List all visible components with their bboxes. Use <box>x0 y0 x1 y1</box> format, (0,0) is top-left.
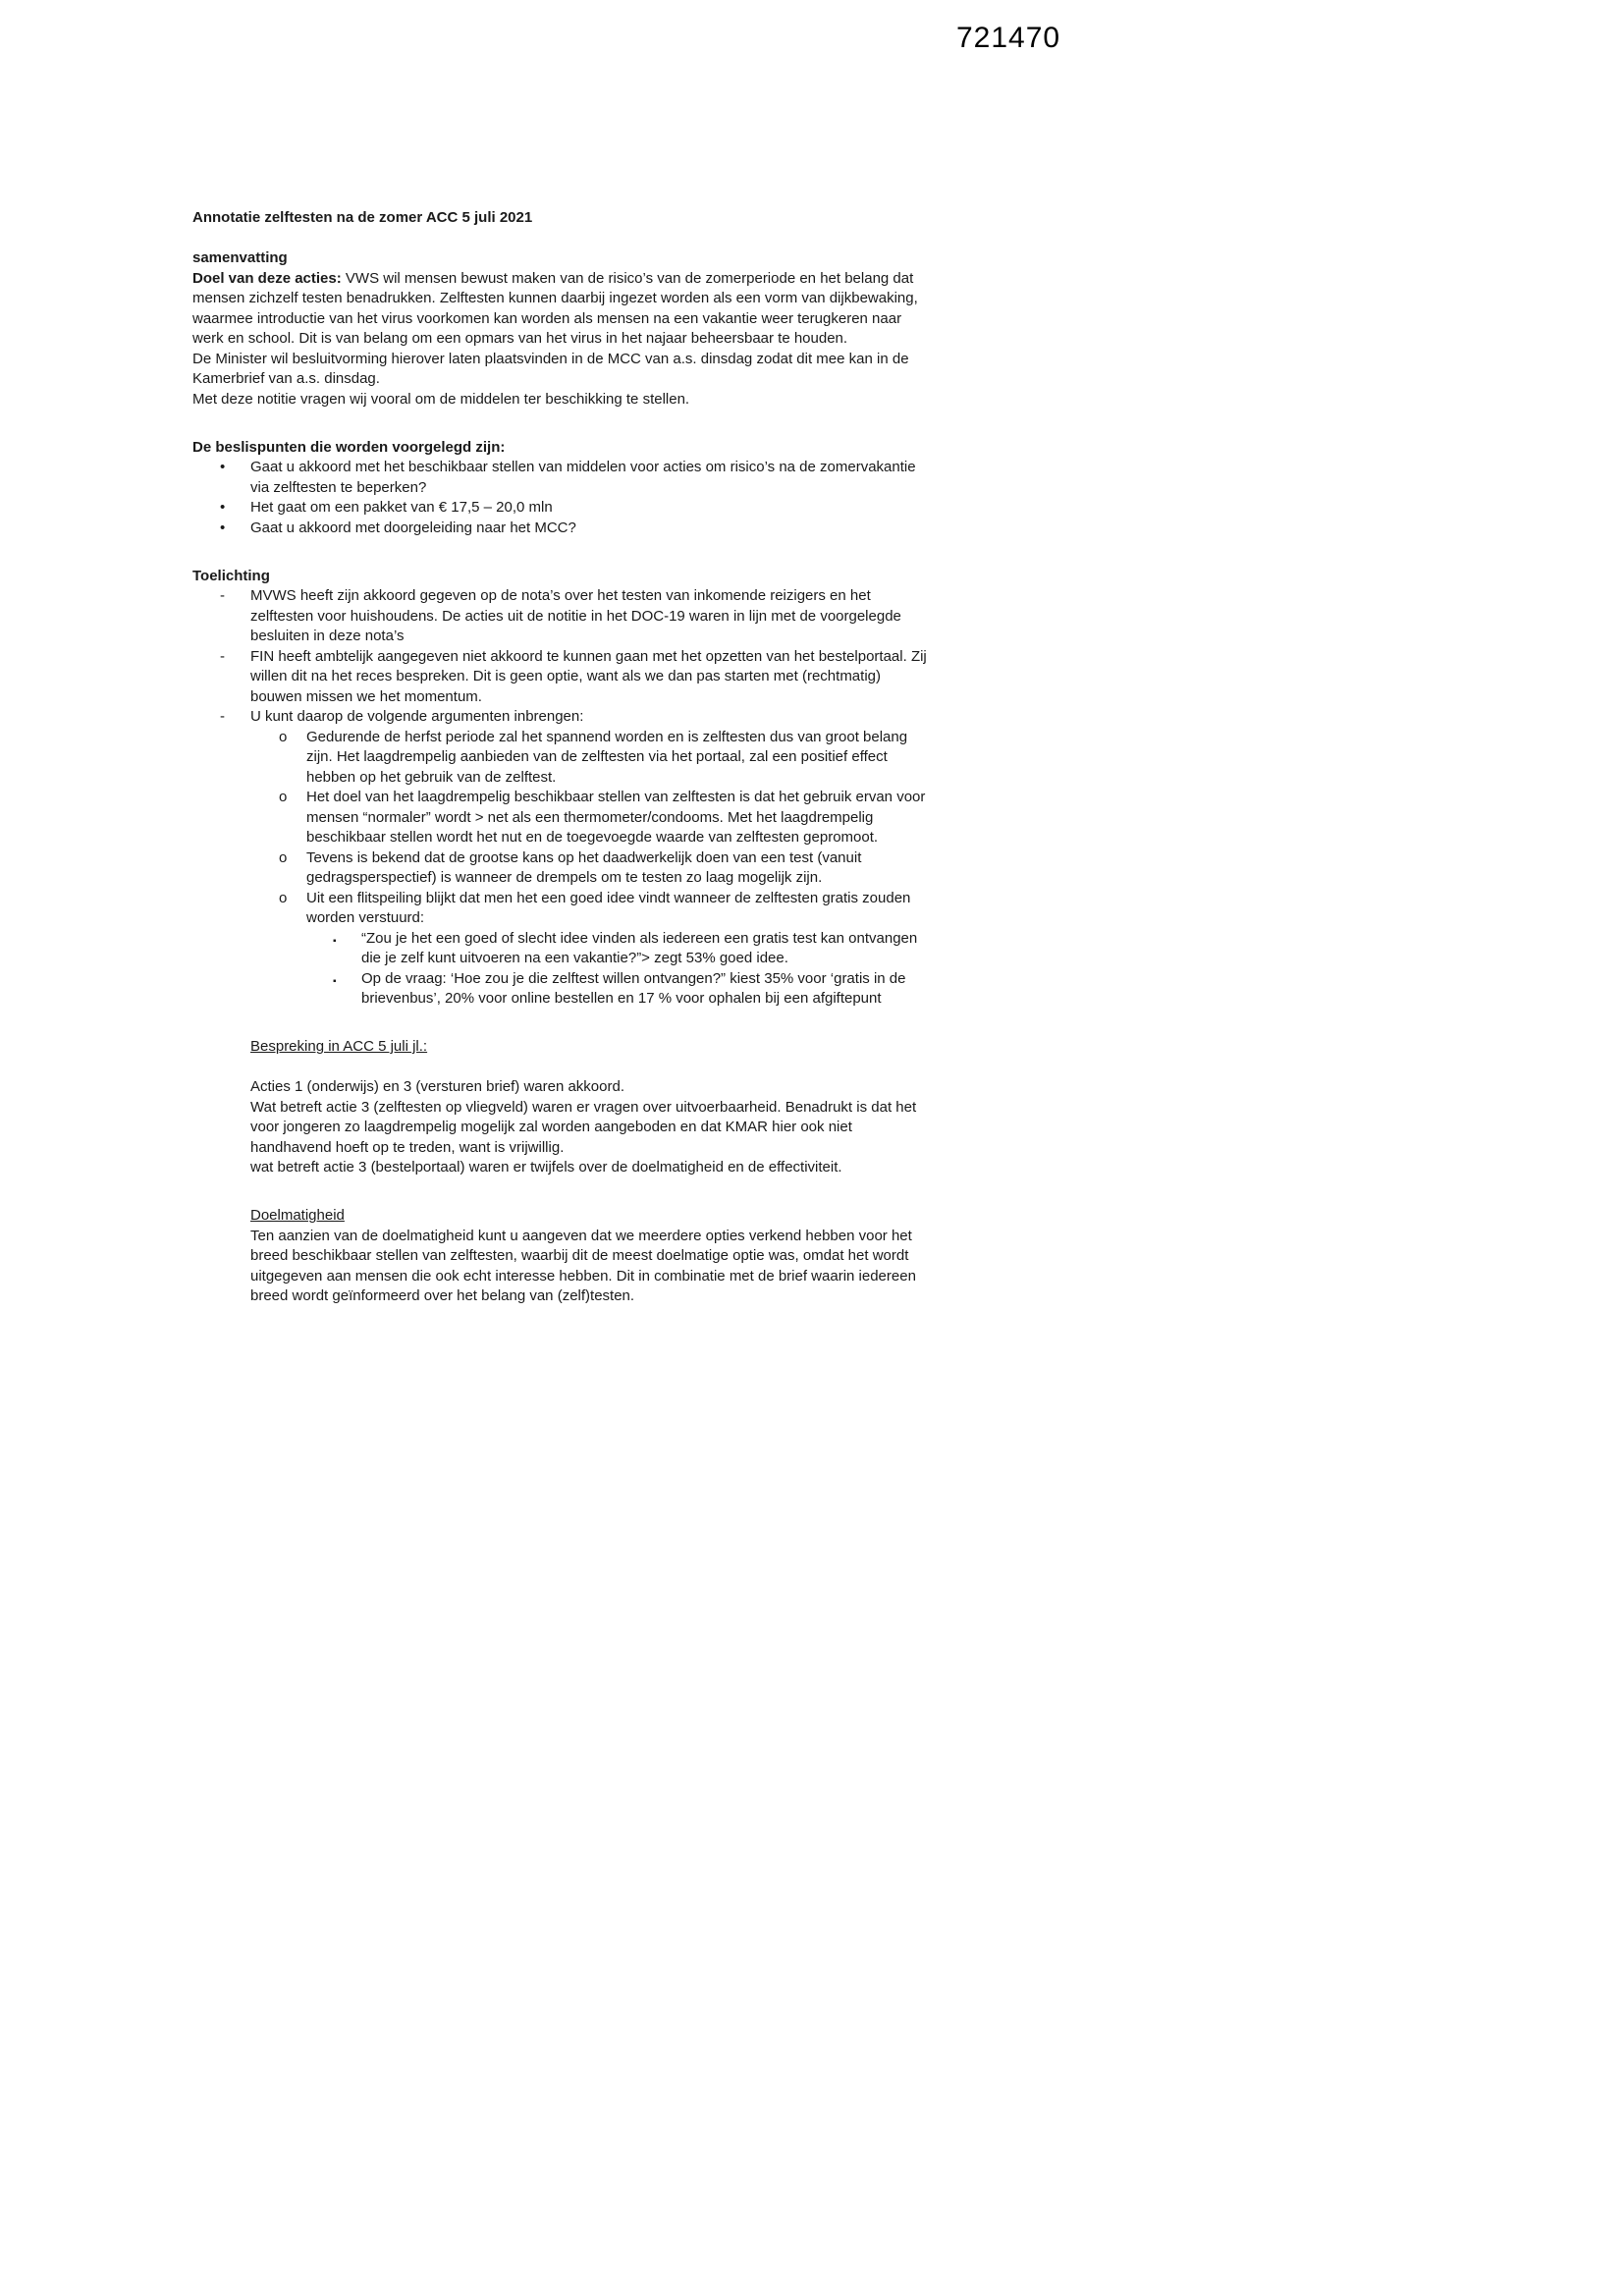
beslispunt-text: Gaat u akkoord met het beschikbaar stellen van middelen voor acties om risico’s na de zomervakantie via zelftesten te beperken? <box>250 459 916 496</box>
argument-item <box>192 728 927 789</box>
spacer <box>250 1058 927 1078</box>
document-content <box>192 208 927 1307</box>
flitspeiling-item <box>192 969 927 1010</box>
bespreking-heading: Bespreking in ACC 5 juli jl.: <box>250 1038 428 1055</box>
samenvatting-doel-paragraph <box>192 269 927 350</box>
spacer <box>192 229 927 249</box>
flitspeiling-text: “Zou je het een goed of slecht idee vinden als iedereen een gratis test kan ontvangen die je zelf kunt uitvoeren na een vakantie?”> zegt 53% goed idee. <box>361 929 918 966</box>
bespreking-paragraph: Wat betreft actie 3 (zelftesten op vliegveld) waren er vragen over uitvoerbaarheid. Benadrukt is dat het voor jongeren zo laagdrempelig mogelijk zal worden aangeboden en dat KMAR hier ook niet handhavend hoeft op te treden, want is vrijwillig. <box>250 1098 917 1156</box>
argument-text: Tevens is bekend dat de grootse kans op het daadwerkelijk doen van een test (vanuit gedragsperspectief) is wanneer de drempels om te testen zo laag mogelijk zijn. <box>306 848 862 886</box>
toelichting-heading: Toelichting <box>192 567 270 584</box>
circle-marker-icon: o <box>279 848 288 866</box>
argument-item <box>192 848 927 889</box>
spacer <box>192 538 927 559</box>
samenvatting-heading: samenvatting <box>192 249 288 266</box>
toelichting-text: FIN heeft ambtelijk aangegeven niet akkoord te kunnen gaan met het opzetten van het bestelportaal. Zij willen dit na het reces bespreken. Dit is geen optie, want als we dan pas starten met (rechtmatig) bouwen missen we het momentum. <box>250 647 927 705</box>
samenvatting-minister-paragraph: De Minister wil besluitvorming hierover laten plaatsvinden in de MCC van a.s. dinsdag zodat dit mee kan in de Kamerbrief van a.s. dinsdag. <box>192 350 909 387</box>
argument-item <box>192 889 927 929</box>
bespreking-paragraph: wat betreft actie 3 (bestelportaal) waren er twijfels over de doelmatigheid en de effectiviteit. <box>250 1159 842 1175</box>
flitspeiling-item <box>192 929 927 969</box>
flitspeiling-text: Op de vraag: ‘Hoe zou je die zelftest willen ontvangen?” kiest 35% voor ‘gratis in de brievenbus’, 20% voor online bestellen en 17 % voor ophalen bij een afgiftepunt <box>361 969 906 1007</box>
bespreking-section <box>250 1037 927 1307</box>
spacer <box>192 1010 927 1030</box>
argument-text: Het doel van het laagdrempelig beschikbaar stellen van zelftesten is dat het gebruik ervan voor mensen “normaler” wordt > net als een thermometer/condooms. Met het laagdrempelig beschikbaar stellen wordt het nut en de toegevoegde waarde van zelftesten gepromoot. <box>306 789 926 846</box>
bespreking-paragraph: Acties 1 (onderwijs) en 3 (versturen brief) waren akkoord. <box>250 1078 624 1095</box>
toelichting-text: U kunt daarop de volgende argumenten inbrengen: <box>250 708 584 725</box>
bullet-marker-icon: • <box>220 499 226 516</box>
bullet-marker-icon: • <box>220 519 226 536</box>
argument-item <box>192 788 927 848</box>
spacer <box>192 410 927 430</box>
beslispunt-item <box>192 498 927 519</box>
beslispunt-item <box>192 458 927 498</box>
circle-marker-icon: o <box>279 889 288 906</box>
beslispunten-heading: De beslispunten die worden voorgelegd zijn: <box>192 438 506 456</box>
doel-text: VWS wil mensen bewust maken van de risico’s van de zomerperiode en het belang dat mensen zichzelf testen benadrukken. Zelftesten kunnen daarbij ingezet worden als een vorm van dijkbewaking, waarmee introductie van het virus voorkomen kan worden als mensen na een vakantie weer terugkeren naar werk en school. Dit is van belang om een opmars van het virus in het najaar beheersbaar te houden. <box>192 269 918 347</box>
doc-number: 721470 <box>956 22 1061 54</box>
dash-marker-icon: - <box>220 647 225 665</box>
square-marker-icon: ▪ <box>333 975 337 987</box>
toelichting-item <box>192 647 927 708</box>
samenvatting-notitie-paragraph: Met deze notitie vragen wij vooral om de middelen ter beschikking te stellen. <box>192 390 690 408</box>
spacer <box>250 1178 927 1199</box>
doelmatigheid-paragraph: Ten aanzien van de doelmatigheid kunt u aangeven dat we meerdere opties verkend hebben voor het breed beschikbaar stellen van zelftesten, waarbij dit de meest doelmatige optie was, omdat het wordt uitgegeven aan mensen die ook echt interesse hebben. Dit in combinatie met de brief waarin iedereen breed wordt geïnformeerd over het belang van (zelf)testen. <box>250 1227 916 1304</box>
bullet-marker-icon: • <box>220 459 226 475</box>
doelmatigheid-heading: Doelmatigheid <box>250 1207 345 1224</box>
beslispunt-text: Gaat u akkoord met doorgeleiding naar het MCC? <box>250 519 576 536</box>
toelichting-item <box>192 707 927 728</box>
beslispunt-text: Het gaat om een pakket van € 17,5 – 20,0 mln <box>250 499 553 516</box>
document-title: Annotatie zelftesten na de zomer ACC 5 juli 2021 <box>192 209 533 226</box>
dash-marker-icon: - <box>220 587 225 604</box>
square-marker-icon: ▪ <box>333 935 337 947</box>
beslispunt-item <box>192 519 927 539</box>
circle-marker-icon: o <box>279 789 288 805</box>
doel-label: Doel van deze acties: <box>192 269 342 287</box>
circle-marker-icon: o <box>279 728 288 745</box>
toelichting-text: MVWS heeft zijn akkoord gegeven op de nota’s over het testen van inkomende reizigers en het zelftesten voor huishoudens. De acties uit de notitie in het DOC-19 waren in lijn met de voorgelegde besluiten in deze nota’s <box>250 587 901 644</box>
toelichting-item <box>192 586 927 647</box>
dash-marker-icon: - <box>220 708 225 725</box>
argument-text: Gedurende de herfst periode zal het spannend worden en is zelftesten dus van groot belang zijn. Het laagdrempelig aanbieden van de zelftesten via het portaal, zal een positief effect hebben op het gebruik van de zelftest. <box>306 728 908 786</box>
argument-text: Uit een flitspeiling blijkt dat men het een goed idee vindt wanneer de zelftesten gratis zouden worden verstuurd: <box>306 889 911 926</box>
